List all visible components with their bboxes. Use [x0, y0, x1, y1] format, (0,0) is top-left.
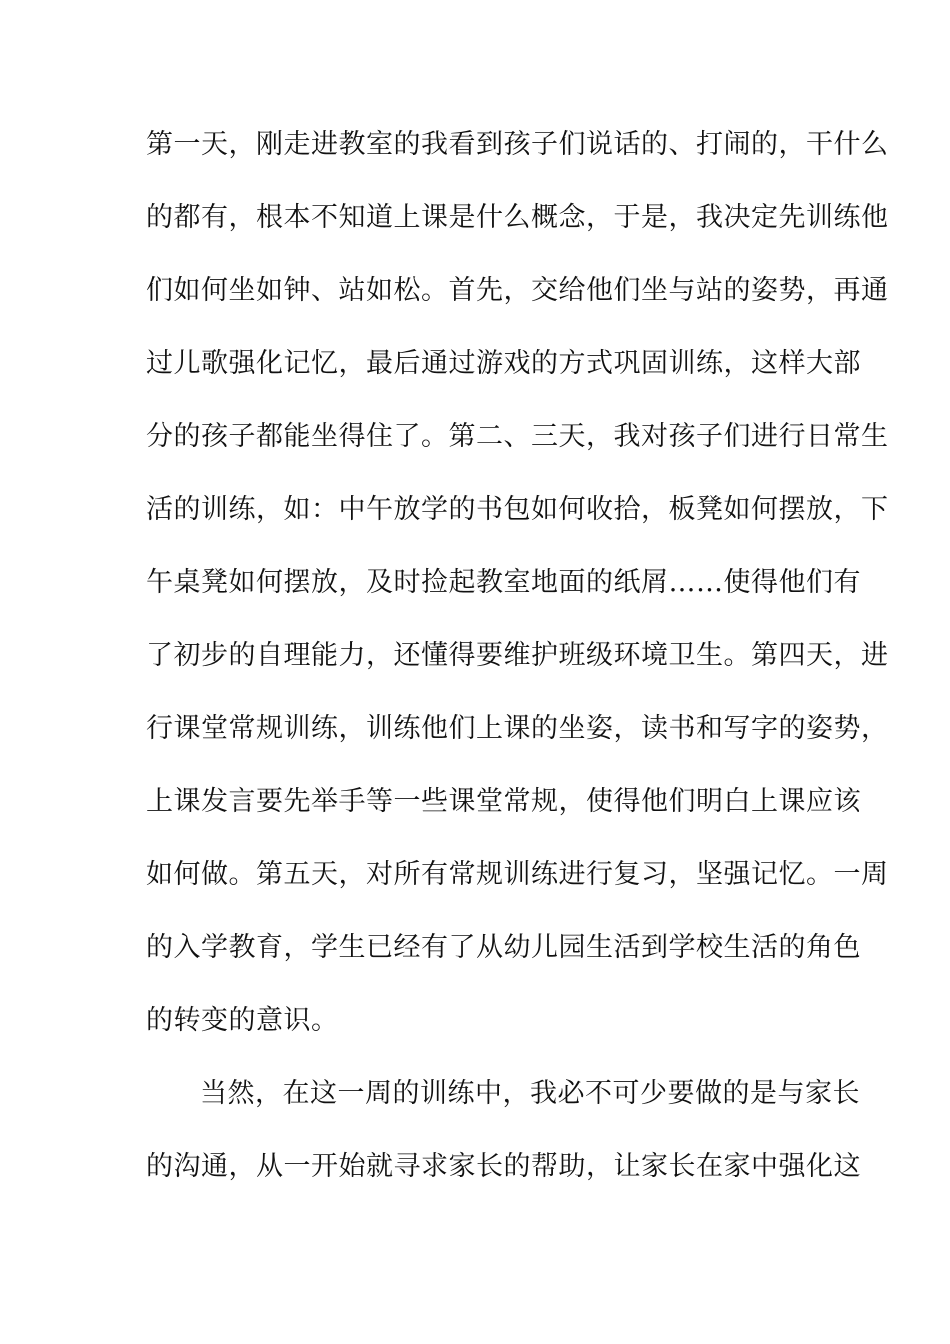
text-line: 第一天，刚走进教室的我看到孩子们说话的、打闹的，干什么 [146, 129, 889, 160]
text-line: 的入学教育，学生已经有了从幼儿园生活到学校生活的角色 [146, 932, 861, 963]
text-line: 了初步的自理能力，还懂得要维护班级环境卫生。第四天，进 [146, 640, 889, 671]
text-line: 的沟通，从一开始就寻求家长的帮助，让家长在家中强化这 [146, 1151, 861, 1182]
text-line: 午桌凳如何摆放，及时捡起教室地面的纸屑……使得他们有 [146, 567, 861, 598]
text-line: 的都有，根本不知道上课是什么概念，于是，我决定先训练他 [146, 202, 889, 233]
paragraph-first-line: 当然，在这一周的训练中，我必不可少要做的是与家长 [200, 1078, 860, 1109]
text-line: 上课发言要先举手等一些课堂常规，使得他们明白上课应该 [146, 786, 861, 817]
text-line: 过儿歌强化记忆，最后通过游戏的方式巩固训练，这样大部 [146, 348, 861, 379]
text-line: 们如何坐如钟、站如松。首先，交给他们坐与站的姿势，再通 [146, 275, 889, 306]
text-line: 分的孩子都能坐得住了。第二、三天，我对孩子们进行日常生 [146, 421, 889, 452]
text-line: 如何做。第五天，对所有常规训练进行复习，坚强记忆。一周 [146, 859, 889, 890]
text-line: 的转变的意识。 [146, 1005, 339, 1036]
text-line: 活的训练，如：中午放学的书包如何收拾，板凳如何摆放，下 [146, 494, 889, 525]
text-line: 行课堂常规训练，训练他们上课的坐姿，读书和写字的姿势， [146, 713, 889, 744]
